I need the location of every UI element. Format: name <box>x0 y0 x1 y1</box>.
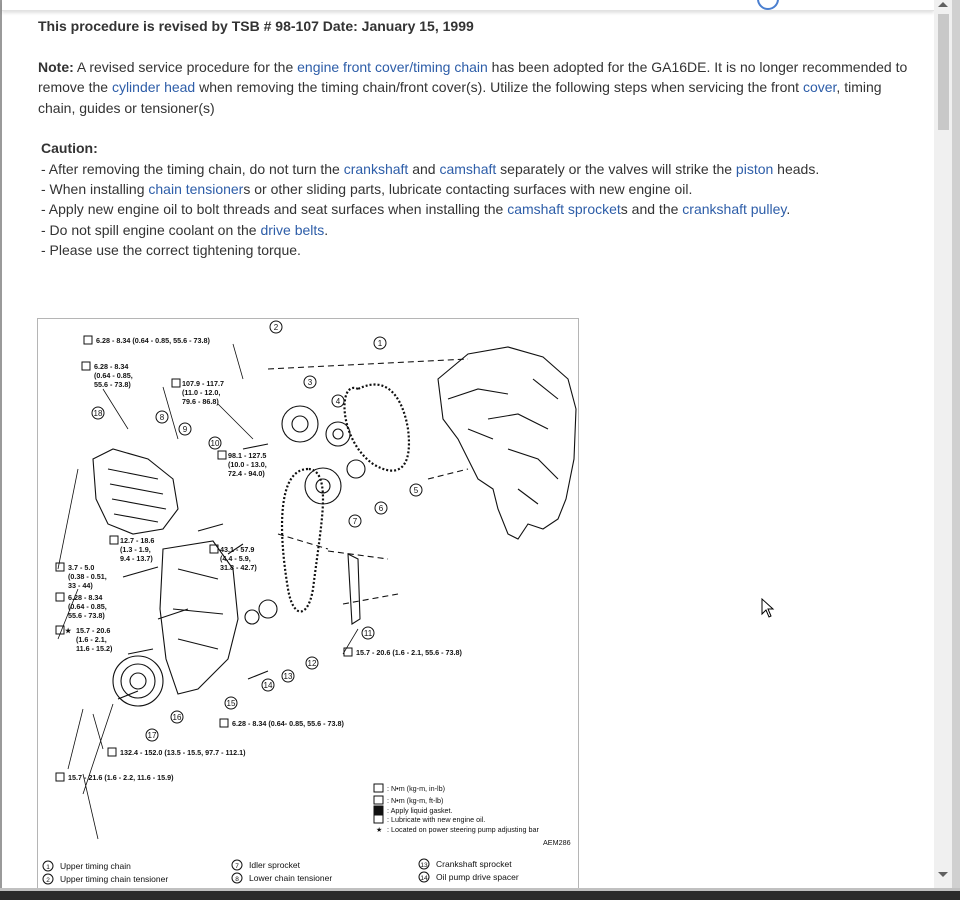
link-crankshaft[interactable]: crankshaft <box>343 160 409 177</box>
top-toolbar <box>2 0 934 11</box>
part-upper-timing-chain: Upper timing chain <box>60 861 131 871</box>
part-number: 2 <box>46 877 50 884</box>
torque-spec: (0.64 - 0.85, <box>68 602 107 611</box>
callout-11-label: 11 <box>363 629 373 638</box>
link-camshaft[interactable]: camshaft <box>439 160 497 177</box>
window-left-border <box>0 0 2 900</box>
callout-group <box>92 321 422 741</box>
link-chain-tensioner[interactable]: chain tensioner <box>148 181 244 198</box>
callout-4-label: 4 <box>335 397 341 406</box>
caution-item <box>41 220 918 240</box>
caution-text: s or other sliding parts, lubricate contacting surfaces with new engine oil. <box>243 181 693 198</box>
scroll-down-arrow-icon[interactable] <box>938 872 948 877</box>
part-number: 7 <box>235 863 239 870</box>
callout-8-label: 8 <box>159 413 165 422</box>
torque-spec: 12.7 - 18.6 <box>120 536 155 545</box>
diagram-svg <box>38 319 578 889</box>
window-bottom-edge <box>0 888 960 891</box>
engine-block-outline <box>438 347 576 539</box>
torque-spec: 11.6 - 15.2) <box>76 644 113 653</box>
torque-spec: 6.28 - 8.34 <box>94 362 129 371</box>
part-number: 1 <box>46 864 50 871</box>
camshaft-sprocket <box>282 406 318 442</box>
scroll-up-arrow-icon[interactable] <box>938 2 948 7</box>
torque-spec: (1.6 - 2.1, <box>76 635 107 644</box>
torque-spec: 6.28 - 8.34 <box>68 593 103 602</box>
torque-spec: 55.6 - 73.8) <box>94 380 131 389</box>
legend-item: : Lubricate with new engine oil. <box>387 815 486 824</box>
figure-code: AEM286 <box>543 838 571 847</box>
part-upper-timing-chain-tensioner: Upper timing chain tensioner <box>60 874 169 884</box>
callout-17-label: 17 <box>147 731 157 740</box>
legend-star: ★ <box>376 825 383 834</box>
part-lower-chain-tensioner: Lower chain tensioner <box>249 873 333 883</box>
torque-spec: 43.1 - 57.9 <box>220 545 255 554</box>
torque-spec: 6.28 - 8.34 (0.64- 0.85, 55.6 - 73.8) <box>232 719 344 728</box>
caution-text: - After removing the timing chain, do not turn the <box>41 160 344 177</box>
callout-5-label: 5 <box>413 486 419 495</box>
vertical-scrollbar[interactable] <box>934 0 952 888</box>
callout-16-label: 16 <box>172 713 182 722</box>
caution-text: . <box>786 201 791 218</box>
callout-7-label: 7 <box>352 517 358 526</box>
callout-6-label: 6 <box>378 504 384 513</box>
toolbar-circle-icon[interactable] <box>757 0 779 10</box>
caution-block <box>41 138 918 260</box>
callout-13-label: 13 <box>283 672 293 681</box>
callout-15-label: 15 <box>226 699 236 708</box>
torque-spec: 107.9 - 117.7 <box>182 379 224 388</box>
legend-item: : N•m (kg-m, in-lb) <box>387 784 446 793</box>
torque-spec: (4.4 - 5.9, <box>220 554 251 563</box>
window-right-border <box>952 0 960 900</box>
note-label: Note: <box>38 59 74 75</box>
torque-spec: 9.4 - 13.7) <box>120 554 153 563</box>
caution-title: Caution: <box>41 140 98 157</box>
crankshaft-sprocket <box>259 600 277 618</box>
mouse-cursor-icon <box>761 598 777 620</box>
link-engine-front-cover[interactable]: engine front cover/timing chain <box>297 59 488 75</box>
torque-spec: 6.28 - 8.34 (0.64 - 0.85, 55.6 - 73.8) <box>96 336 210 345</box>
link-crankshaft-pulley[interactable]: crankshaft pulley <box>682 201 787 218</box>
torque-spec: (10.0 - 13.0, <box>228 460 267 469</box>
note-paragraph <box>38 57 918 118</box>
part-number: 8 <box>235 876 239 883</box>
torque-spec: 132.4 - 152.0 (13.5 - 15.5, 97.7 - 112.1) <box>120 748 246 757</box>
idler-sprocket-upper <box>326 422 350 446</box>
engine-block-detail <box>448 379 558 504</box>
link-cylinder-head[interactable]: cylinder head <box>111 79 196 96</box>
chain-tensioner-arm <box>348 554 360 624</box>
caution-item <box>41 199 918 219</box>
torque-spec: 15.7 - 20.6 (1.6 - 2.1, 55.6 - 73.8) <box>356 648 462 657</box>
callout-2-label: 2 <box>273 323 279 332</box>
caution-text: . <box>324 221 329 238</box>
torque-spec: 3.7 - 5.0 <box>68 563 95 572</box>
part-number: 13 <box>420 862 428 869</box>
torque-spec: (11.0 - 12.0, <box>182 388 221 397</box>
caution-text: s and the <box>620 201 683 218</box>
torque-spec: 55.6 - 73.8) <box>68 611 105 620</box>
callout-9-label: 9 <box>182 425 188 434</box>
note-text: A revised service procedure for the <box>73 59 298 75</box>
upper-timing-chain <box>344 385 408 471</box>
torque-spec: 31.8 - 42.7) <box>220 563 257 572</box>
caution-text: separately or the valves will strike the <box>496 160 736 177</box>
caution-item <box>41 159 918 179</box>
callout-12-label: 12 <box>307 659 317 668</box>
timing-chain-exploded-diagram <box>37 318 579 890</box>
caution-item <box>41 179 918 199</box>
part-idler-sprocket: Idler sprocket <box>249 860 301 870</box>
spacer-ring <box>347 460 365 478</box>
torque-spec: (1.3 - 1.9, <box>120 545 151 554</box>
torque-spec: 15.7 - 20.6 <box>76 626 111 635</box>
callout-14-label: 14 <box>263 681 273 690</box>
torque-spec: 33 - 44) <box>68 581 93 590</box>
caution-text: heads. <box>773 160 820 177</box>
caution-list <box>41 159 918 261</box>
link-drive-belts[interactable]: drive belts <box>260 221 325 238</box>
torque-spec: (0.38 - 0.51, <box>68 572 107 581</box>
note-text: when removing the timing chain/front cover(s). Utilize the following steps when servicing the front <box>195 79 803 96</box>
note-text: has been adopted for the GA16DE. It is no longer recommended to remove the <box>38 59 908 96</box>
torque-star: ★ <box>65 626 72 635</box>
article-content <box>38 16 918 261</box>
caution-text: - Do not spill engine coolant on the <box>41 221 261 238</box>
callout-18-label: 18 <box>93 409 103 418</box>
link-cover[interactable]: cover <box>802 79 837 96</box>
link-camshaft-sprocket[interactable]: camshaft sprocket <box>507 201 621 218</box>
upper-front-cover <box>93 449 178 534</box>
caution-text: - When installing <box>41 181 149 198</box>
scrollbar-thumb[interactable] <box>938 14 949 130</box>
caution-text: and <box>408 160 440 177</box>
legend-item: : Located on power steering pump adjusting bar <box>387 825 539 834</box>
alignment-dashes <box>268 359 468 604</box>
part-oil-pump-drive-spacer: Oil pump drive spacer <box>436 872 519 882</box>
tsb-revision-line: This procedure is revised by TSB # 98-107 Date: January 15, 1999 <box>38 18 474 34</box>
note-text: , timing chain, guides or tensioner(s) <box>38 79 882 116</box>
part-crankshaft-sprocket: Crankshaft sprocket <box>436 859 512 869</box>
torque-spec: 72.4 - 94.0) <box>228 469 265 478</box>
legend-item: : Apply liquid gasket. <box>387 806 453 815</box>
caution-text: - Apply new engine oil to bolt threads and seat surfaces when installing the <box>41 201 508 218</box>
caution-text: - Please use the correct tightening torque. <box>41 242 301 259</box>
legend-item: : N•m (kg-m, ft-lb) <box>387 796 444 805</box>
torque-spec: 15.7 - 21.6 (1.6 - 2.2, 11.6 - 15.9) <box>68 773 174 782</box>
caution-item <box>41 240 918 260</box>
torque-spec: 79.6 - 86.8) <box>182 397 219 406</box>
link-piston[interactable]: piston <box>735 160 774 177</box>
callout-10-label: 10 <box>210 439 220 448</box>
callout-3-label: 3 <box>307 378 313 387</box>
callout-1-label: 1 <box>377 339 383 348</box>
torque-spec: (0.64 - 0.85, <box>94 371 133 380</box>
part-number: 14 <box>420 875 428 882</box>
torque-spec: 98.1 - 127.5 <box>228 451 267 460</box>
